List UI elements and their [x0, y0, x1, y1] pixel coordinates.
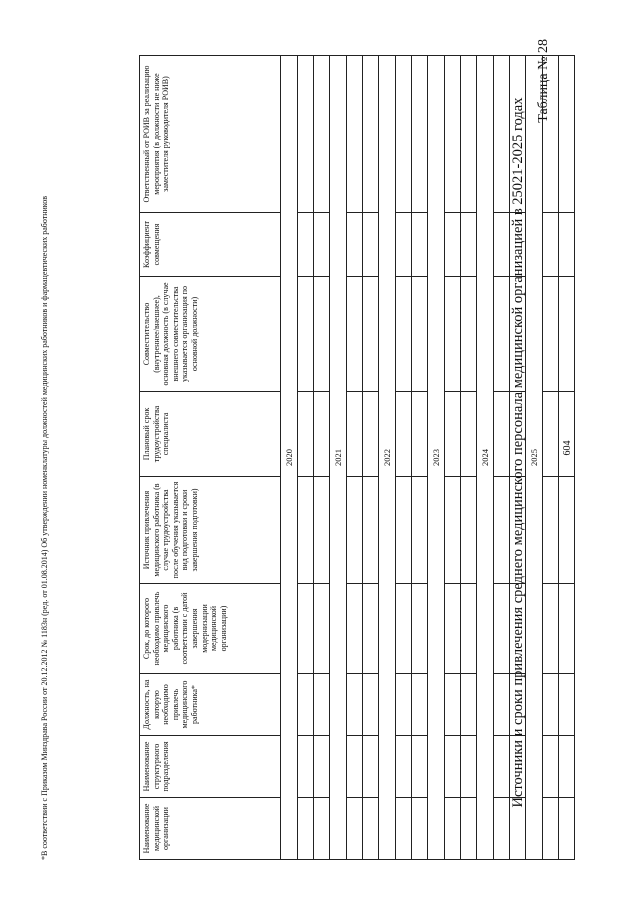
- table-cell: [412, 674, 428, 736]
- table-cell: [494, 798, 510, 860]
- table-cell: [445, 213, 461, 277]
- table-cell: [363, 477, 379, 584]
- year-label: 2020: [281, 56, 298, 860]
- table-cell: [314, 477, 330, 584]
- table-cell: [543, 213, 559, 277]
- table-cell: [298, 736, 314, 798]
- column-header: Коэффициент совмещения: [140, 213, 281, 277]
- table-cell: [298, 392, 314, 477]
- table-cell: [347, 213, 363, 277]
- table-cell: [494, 56, 510, 213]
- table-cell: [314, 392, 330, 477]
- table-cell: [510, 674, 526, 736]
- table-cell: [461, 674, 477, 736]
- table-row: [412, 56, 428, 860]
- column-header: Срок, до которого необходимо привлечь медицинского работника (в соответствии с датой завершения модернизации медицинской организации): [140, 584, 281, 674]
- table-row: [510, 56, 526, 860]
- column-header: Плановый срок трудоустройства специалиста: [140, 392, 281, 477]
- year-label: 2025: [526, 56, 543, 860]
- year-row: [477, 56, 494, 860]
- table-cell: [445, 56, 461, 213]
- table-cell: [412, 56, 428, 213]
- footnote: *В соответствии с Приказом Минздрава России от 20.12.2012 № 1183н (ред. от 01.08.2014) Об утверждении номенклатуры должностей медицинских работников и фармацевтических работников: [40, 195, 49, 860]
- year-label: 2023: [428, 56, 445, 860]
- table-cell: [314, 736, 330, 798]
- table-cell: [461, 736, 477, 798]
- table-cell: [363, 798, 379, 860]
- table-row: [314, 56, 330, 860]
- table-cell: [347, 736, 363, 798]
- table-cell: [510, 277, 526, 392]
- table-cell: [396, 584, 412, 674]
- column-header: Совместительство (внутреннее/внешнее), основная должность (в случае внешнего совместительства указывается организация по основной должности): [140, 277, 281, 392]
- table-cell: [445, 392, 461, 477]
- table-cell: [510, 56, 526, 213]
- table-row: [396, 56, 412, 860]
- table-number: Таблица № 28: [536, 39, 551, 123]
- table-cell: [461, 213, 477, 277]
- table-cell: [363, 392, 379, 477]
- year-label: 2024: [477, 56, 494, 860]
- table-cell: [559, 674, 575, 736]
- table-cell: [494, 584, 510, 674]
- table-cell: [347, 477, 363, 584]
- table-cell: [461, 392, 477, 477]
- column-header: Наименование структурного подразделения: [140, 736, 281, 798]
- table-cell: [412, 392, 428, 477]
- table-row: [494, 56, 510, 860]
- table-cell: [510, 584, 526, 674]
- table-cell: [396, 213, 412, 277]
- table-cell: [445, 584, 461, 674]
- table-cell: [559, 56, 575, 213]
- table-cell: [543, 736, 559, 798]
- table-cell: [314, 584, 330, 674]
- table-cell: [363, 56, 379, 213]
- table-cell: [314, 213, 330, 277]
- table-cell: [314, 674, 330, 736]
- table-cell: [559, 798, 575, 860]
- table-cell: [510, 798, 526, 860]
- table-cell: [494, 213, 510, 277]
- column-header: Источник привлечения медицинского работника (в случае трудоустройства после обучения указывается вид подготовки и сроки завершения подготовки): [140, 477, 281, 584]
- year-row: [428, 56, 445, 860]
- year-row: [526, 56, 543, 860]
- table-cell: [412, 798, 428, 860]
- table-cell: [347, 674, 363, 736]
- table-row: [363, 56, 379, 860]
- table-cell: [543, 674, 559, 736]
- table-row: [347, 56, 363, 860]
- table-cell: [510, 392, 526, 477]
- table-cell: [298, 477, 314, 584]
- table-cell: [445, 477, 461, 584]
- table-cell: [412, 584, 428, 674]
- column-header: Наименование медицинской организации: [140, 798, 281, 860]
- table-cell: [347, 584, 363, 674]
- table-cell: [396, 736, 412, 798]
- staffing-table: [139, 55, 575, 860]
- table-cell: [559, 584, 575, 674]
- table-cell: [347, 277, 363, 392]
- table-cell: [298, 56, 314, 213]
- table-cell: [347, 392, 363, 477]
- table-cell: [314, 798, 330, 860]
- table-cell: [559, 392, 575, 477]
- table-cell: [412, 277, 428, 392]
- column-header: Должность, на которую необходимо привлечь медицинского работника*: [140, 674, 281, 736]
- table-cell: [445, 277, 461, 392]
- table-cell: [298, 277, 314, 392]
- year-label: 2021: [330, 56, 347, 860]
- table-cell: [396, 277, 412, 392]
- table-cell: [298, 213, 314, 277]
- table-cell: [347, 798, 363, 860]
- table-cell: [298, 584, 314, 674]
- table-cell: [347, 56, 363, 213]
- table-cell: [396, 477, 412, 584]
- table-row: [559, 56, 575, 860]
- table-cell: [494, 477, 510, 584]
- table-cell: [412, 736, 428, 798]
- table-cell: [445, 674, 461, 736]
- document-title: Источники и сроки привлечения среднего медицинского персонала медицинской организацией в 25021-2025 годах: [510, 97, 526, 808]
- table-cell: [314, 56, 330, 213]
- table-cell: [543, 277, 559, 392]
- table-row: [298, 56, 314, 860]
- table-cell: [363, 277, 379, 392]
- table-cell: [396, 798, 412, 860]
- table-cell: [363, 213, 379, 277]
- year-label: 2022: [379, 56, 396, 860]
- table-cell: [461, 798, 477, 860]
- table-cell: [494, 392, 510, 477]
- table-cell: [298, 798, 314, 860]
- table-cell: [559, 736, 575, 798]
- table-cell: [412, 213, 428, 277]
- table-cell: [510, 736, 526, 798]
- year-row: [281, 56, 298, 860]
- table-cell: [543, 584, 559, 674]
- table-cell: [396, 392, 412, 477]
- table-cell: [510, 213, 526, 277]
- column-header: Ответственный от РОИВ за реализацию мероприятия (в должности не ниже заместителя руководителя РОИВ): [140, 56, 281, 213]
- page-number: 604: [562, 440, 573, 456]
- table-cell: [543, 56, 559, 213]
- table-cell: [543, 798, 559, 860]
- table-row: [445, 56, 461, 860]
- table-cell: [559, 477, 575, 584]
- table-cell: [494, 736, 510, 798]
- table-cell: [494, 277, 510, 392]
- table-cell: [363, 674, 379, 736]
- table-cell: [396, 56, 412, 213]
- table-cell: [543, 392, 559, 477]
- table-cell: [510, 477, 526, 584]
- table-cell: [396, 674, 412, 736]
- table-cell: [363, 736, 379, 798]
- table-cell: [559, 277, 575, 392]
- table-cell: [559, 213, 575, 277]
- table-cell: [445, 798, 461, 860]
- year-row: [330, 56, 347, 860]
- table-cell: [445, 736, 461, 798]
- table-cell: [363, 584, 379, 674]
- table-cell: [314, 277, 330, 392]
- table-cell: [412, 477, 428, 584]
- table-header-row: [140, 56, 281, 860]
- table-row: [543, 56, 559, 860]
- table-cell: [494, 674, 510, 736]
- year-row: [379, 56, 396, 860]
- table-cell: [461, 56, 477, 213]
- table-cell: [461, 477, 477, 584]
- table-cell: [461, 584, 477, 674]
- table-cell: [543, 477, 559, 584]
- table-cell: [461, 277, 477, 392]
- table-row: [461, 56, 477, 860]
- table-cell: [298, 674, 314, 736]
